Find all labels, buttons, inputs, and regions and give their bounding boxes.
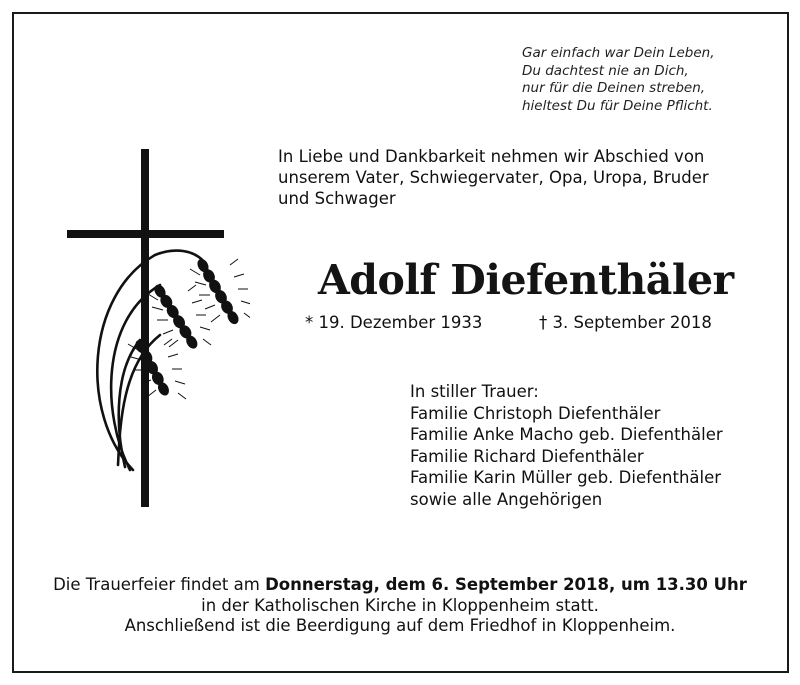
mourner-family: Familie Karin Müller geb. Diefenthäler [410, 468, 722, 488]
funeral-date-time: Donnerstag, dem 6. September 2018, um 13.30 Uhr [265, 575, 747, 594]
funeral-line-1 [40, 575, 760, 596]
poem [522, 45, 752, 115]
intro-text [278, 146, 753, 209]
funeral-line-2: in der Katholischen Kirche in Kloppenheim statt. [201, 595, 599, 615]
mourners-heading: In stiller Trauer: [410, 382, 539, 401]
poem-line: Gar einfach war Dein Leben, [522, 45, 715, 61]
funeral-line-3: Anschließend ist die Beerdigung auf dem Friedhof in Kloppenheim. [124, 616, 676, 635]
birth-date: * 19. Dezember 1933 [305, 313, 483, 332]
mourners-list [410, 381, 723, 511]
mourner-family: Familie Christoph Diefenthäler [410, 403, 661, 423]
funeral-intro: Die Trauerfeier findet am [53, 575, 266, 594]
poem-line: Du dachtest nie an Dich, [522, 62, 689, 79]
funeral-info [40, 575, 760, 637]
deceased-name: Adolf Diefenthäler [318, 256, 734, 304]
death-date: † 3. September 2018 [539, 313, 712, 332]
mourner-family: Familie Anke Macho geb. Diefenthäler [410, 425, 723, 445]
cross-with-wheat-icon [60, 145, 250, 510]
intro-line: In Liebe und Dankbarkeit nehmen wir Abschied von [278, 147, 705, 166]
poem-line: hieltest Du für Deine Pflicht. [522, 97, 713, 114]
mourner-family: Familie Richard Diefenthäler [410, 446, 644, 466]
intro-line: und Schwager [278, 189, 396, 208]
mourner-family: sowie alle Angehörigen [410, 489, 603, 509]
poem-line: nur für die Deinen streben, [522, 80, 706, 96]
intro-line: unserem Vater, Schwiegervater, Opa, Uropa, Bruder [278, 168, 709, 187]
